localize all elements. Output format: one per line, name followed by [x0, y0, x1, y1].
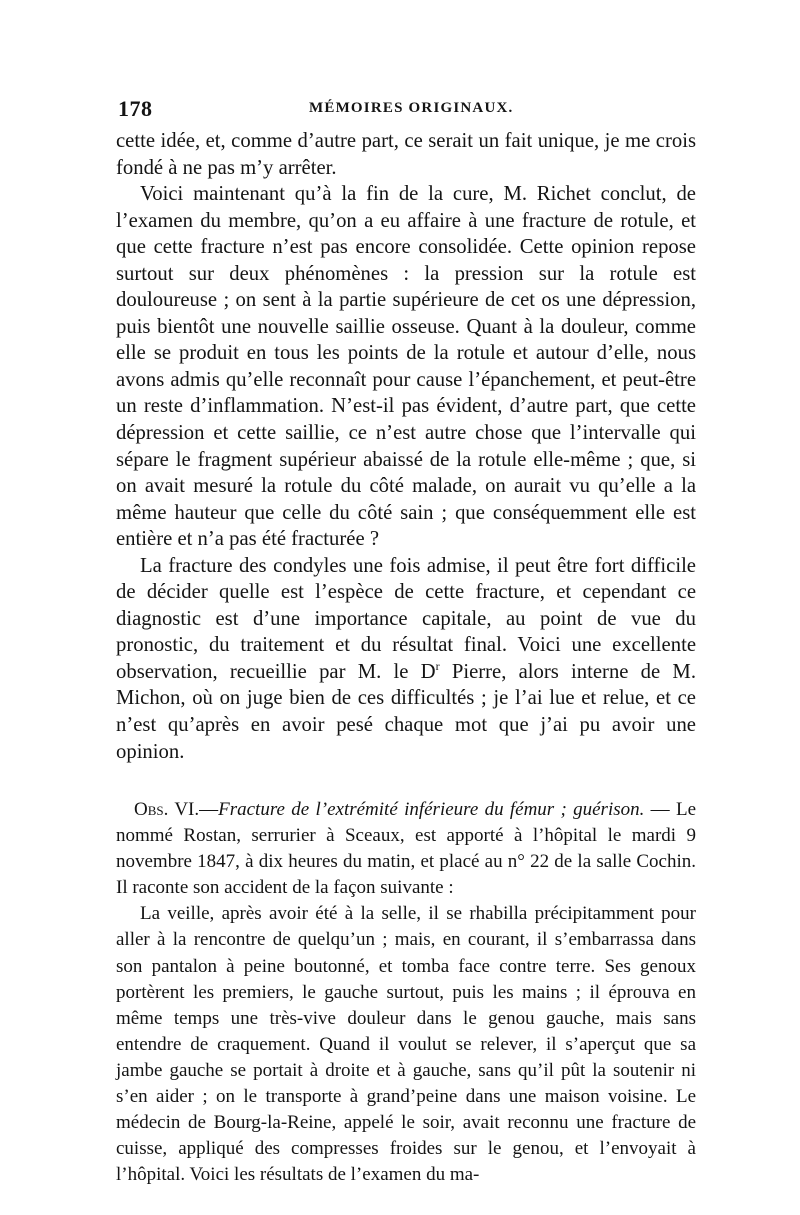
observation-intro: [116, 797, 696, 901]
paragraph: Voici maintenant qu’à la fin de la cure, M. Richet conclut, de l’examen du membre, qu’on a eu affaire à une fracture de rotule, et que cette fracture n’est pas encore consolidée. Cette opinion repose surtout sur deux phénomènes : la pression sur la rotule est douloureuse ; on sent à la partie supérieure de cet os une dépression, puis bientôt une nouvelle saillie osseuse. Quant à la douleur, comme elle se produit en tous les points de la rotule et autour d’elle, nous avons admis qu’elle reconnaît pour cause l’épanchement, et peut-être un reste d’inflammation. N’est-il pas évident, d’autre part, que cette dépression et cette saillie, ce n’est autre chose que l’intervalle qui sépare le fragment supérieur abaissé de la rotule elle-même ; que, si on avait mesuré la rotule du côté malade, on aurait vu qu’elle a la même hauteur que celle du côté sain ; que conséquemment elle est entière et n’a pas été fracturée ?: [116, 183, 696, 551]
observation-account: La veille, après avoir été à la selle, il se rhabilla précipitamment pour aller à la rencontre de quelqu’un ; mais, en courant, il s’embarrassa dans son pantalon à peine boutonné, et tomba face contre terre. Ses genoux portèrent les premiers, le gauche surtout, puis les mains ; il éprouva en même temps une très-vive douleur dans le genou gauche, mais sans entendre de craquement. Quand il voulut se relever, il s’aperçut que sa jambe gauche se portait à droite et à gauche, sans qu’il pût la soutenir ni s’en aider ; on le transporte à grand’peine dans une maison voisine. Le médecin de Bourg-la-Reine, appelé le soir, avait reconnu une fracture de cuisse, appliqué des compresses froides sur le genou, et l’envoyait à l’hôpital. Voici les résultats de l’examen du ma-: [116, 903, 696, 1186]
observation-label: Obs. VI.: [134, 799, 200, 820]
observation-title: Fracture de l’extrémité inférieure du fémur ; guérison.: [218, 799, 645, 820]
paragraph: [116, 553, 696, 765]
page-number: 178: [118, 96, 153, 121]
main-text: [116, 128, 696, 765]
observation-dash: —: [199, 799, 219, 820]
observation-dash: —: [644, 799, 670, 820]
observation-block: [116, 797, 696, 1188]
observation-intro-text: Le nommé Rostan, serrurier à Sceaux, est apporté à l’hôpital le mardi 9 novembre 1847, à dix heures du matin, et placé au n° 22 de la salle Cochin. Il raconte son accident de la façon suivante :: [116, 799, 697, 899]
page-header: [118, 96, 692, 126]
superscript: r: [435, 659, 440, 674]
paragraph-text: Pierre, alors interne de M. Michon, où on juge bien de ces difficultés ; je l’ai lue et relue, et ce n’est qu’après en avoir pesé chaque mot que j’ai pu avoir une opinion.: [116, 660, 696, 763]
paragraph: cette idée, et, comme d’autre part, ce serait un fait unique, je me crois fondé à ne pas m’y arrêter.: [116, 130, 696, 179]
paragraph-text: La fracture des condyles une fois admise, il peut être fort difficile de décider quelle est l’espèce de cette fracture, et cependant ce diagnostic est d’une importance capitale, au point de vue du pronostic, du traitement et du résultat final. Voici une excellente observation, recueillie par M. le D: [116, 554, 696, 683]
running-head: MÉMOIRES ORIGINAUX.: [309, 100, 514, 116]
